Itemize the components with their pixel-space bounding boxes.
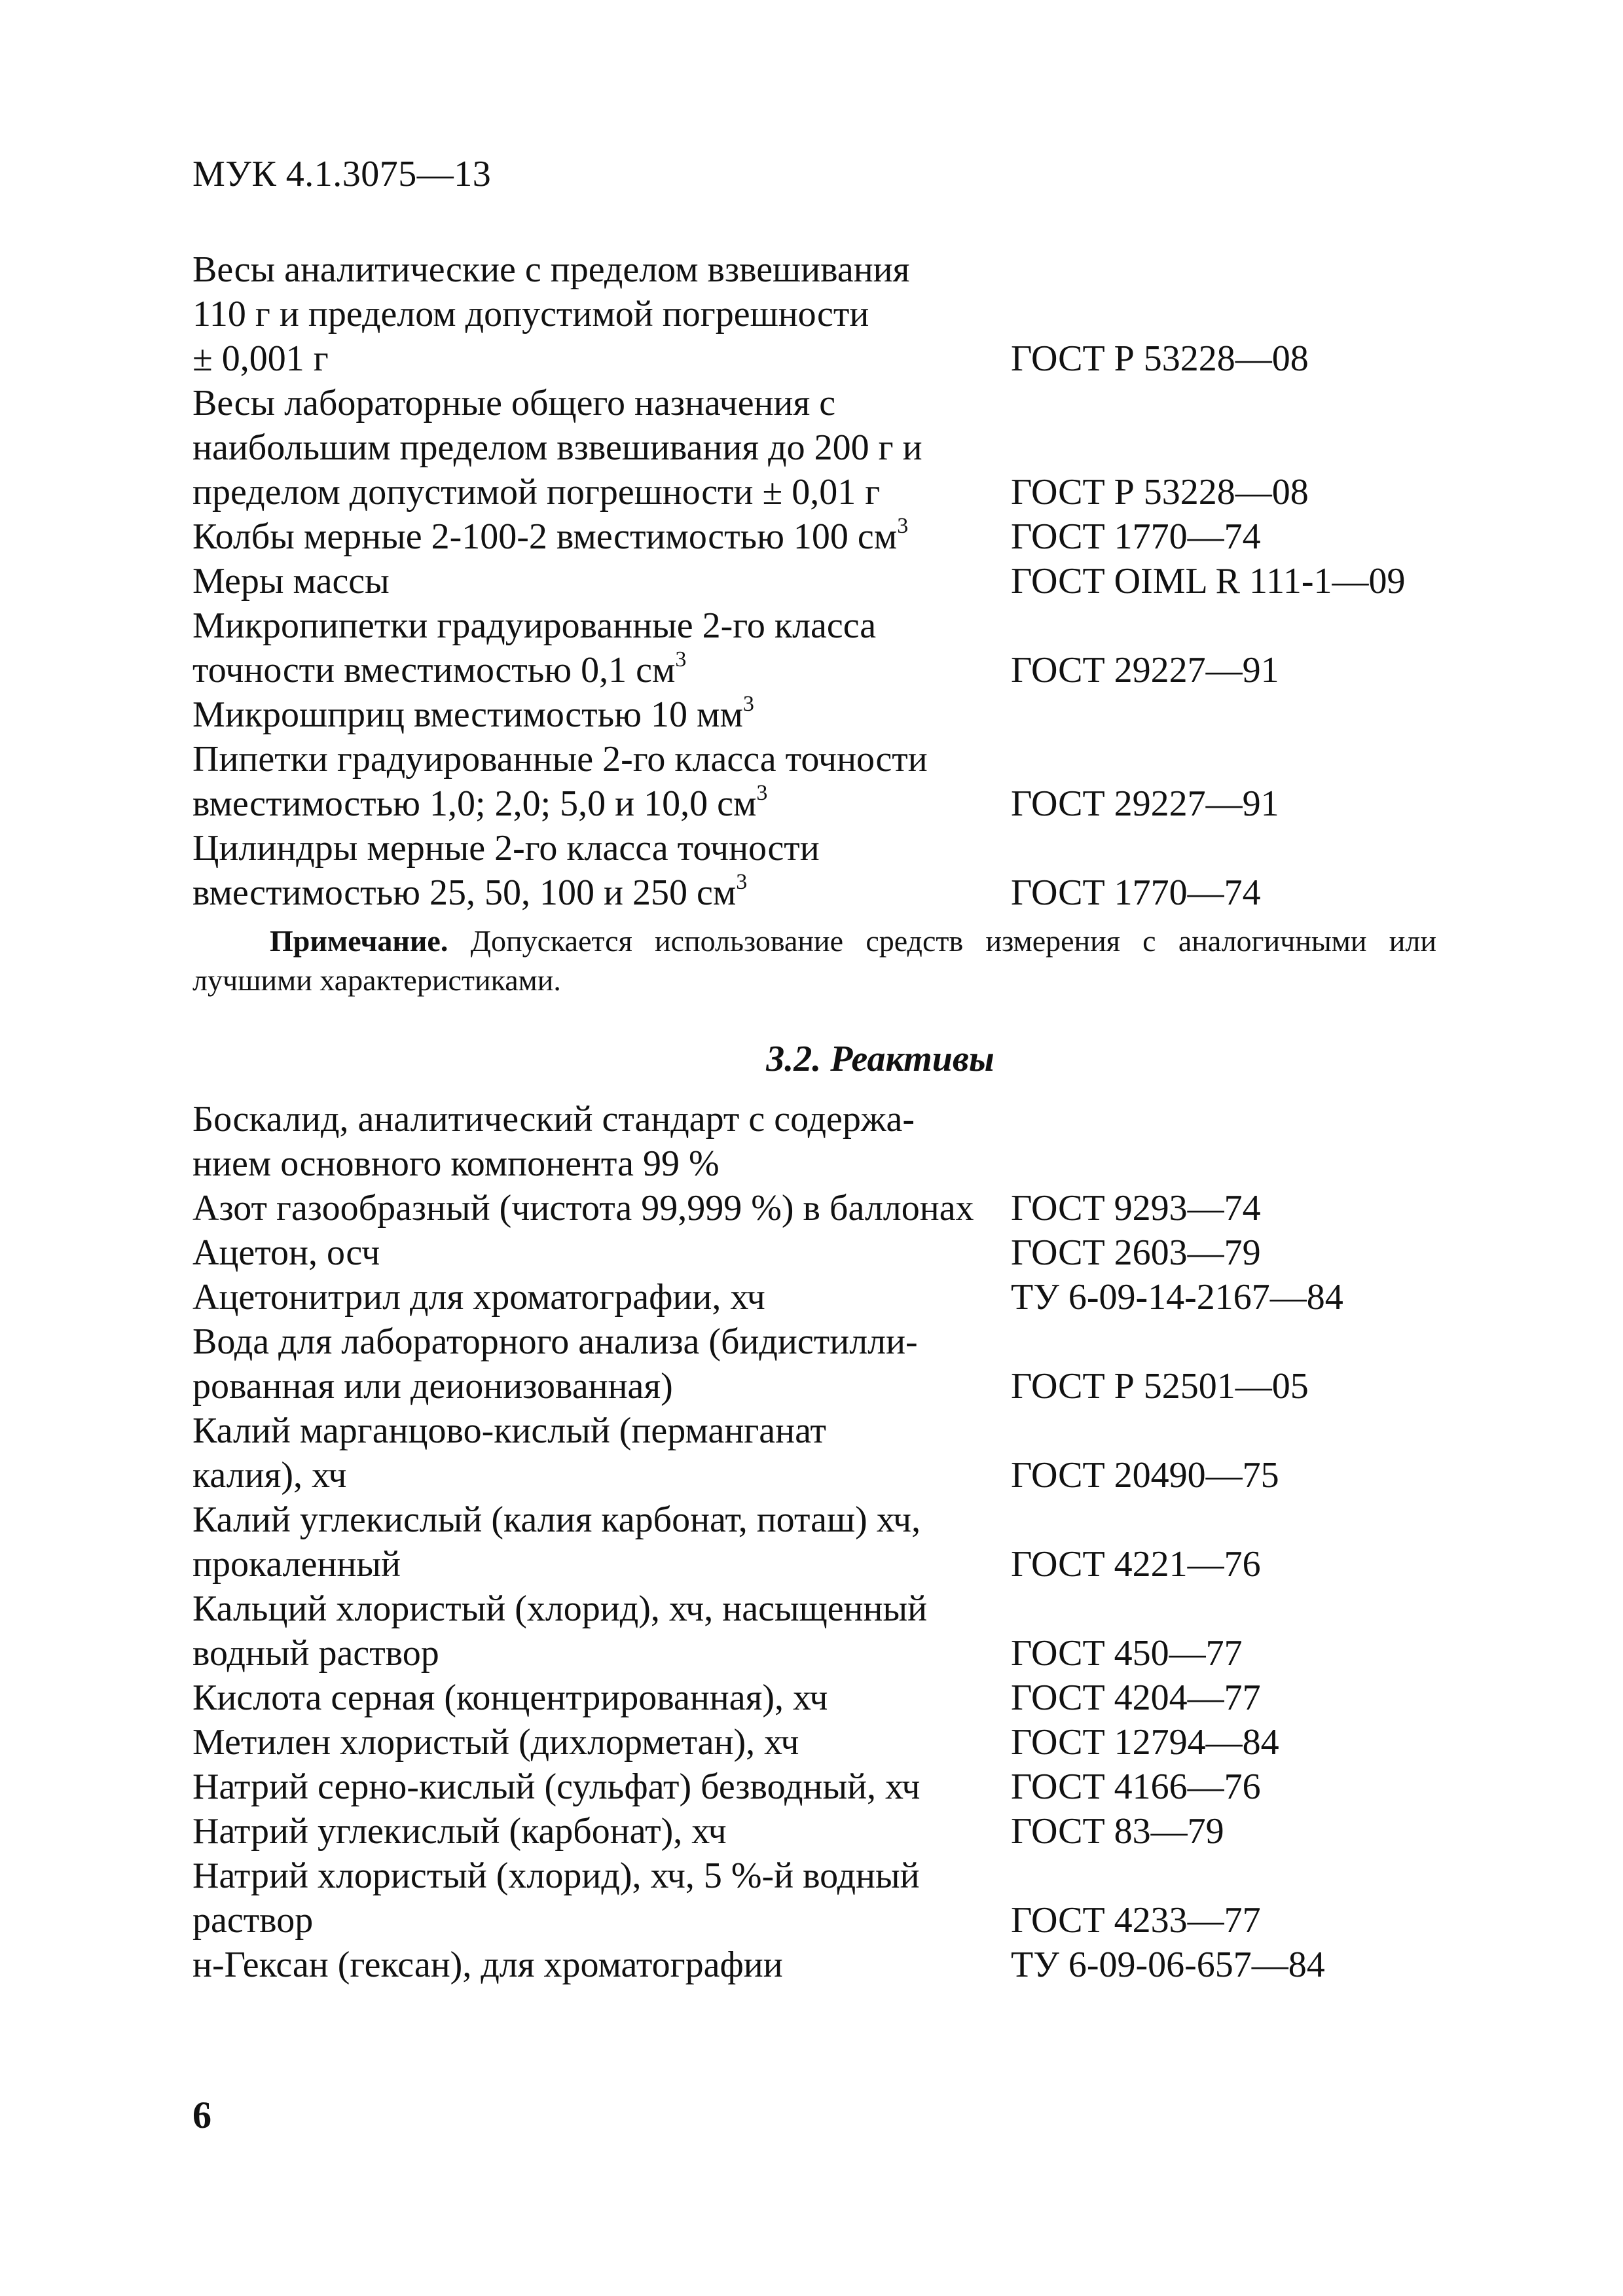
- reagent-item: [192, 1319, 1456, 1408]
- note-label: Примечание.: [270, 924, 448, 958]
- note-paragraph: [192, 922, 1436, 1000]
- reagent-item-name: [192, 1943, 998, 1987]
- reagent-item-name: [192, 1097, 998, 1186]
- instrument-item-name: [192, 381, 998, 514]
- reagent-item-name: [192, 1676, 998, 1720]
- name-line: Весы аналитические с пределом взвешивания: [192, 249, 910, 290]
- name-line: Пипетки градуированные 2-го класса точности: [192, 739, 928, 780]
- reagent-item-name: [192, 1498, 998, 1587]
- instrument-item-name: [192, 247, 998, 381]
- unit-superscript: 3: [897, 514, 909, 539]
- gost-reference: ГОСТ 4166—76: [1011, 1767, 1261, 1807]
- name-line: Ацетон, осч: [192, 1232, 380, 1273]
- gost-reference: ГОСТ Р 52501—05: [1011, 1366, 1309, 1407]
- reagent-item-name: [192, 1587, 998, 1676]
- reagent-item-name: [192, 1720, 998, 1765]
- name-line: Кальций хлористый (хлорид), хч, насыщенный: [192, 1588, 928, 1629]
- gost-reference: ГОСТ 4233—77: [1011, 1900, 1261, 1941]
- reagent-item: [192, 1676, 1456, 1720]
- gost-reference: ГОСТ 83—79: [1011, 1811, 1224, 1852]
- name-line: Кислота серная (концентрированная), хч: [192, 1677, 828, 1718]
- name-line: н-Гексан (гексан), для хроматографии: [192, 1945, 783, 1985]
- name-line: нием основного компонента 99 %: [192, 1143, 720, 1184]
- gost-reference: ТУ 6-09-06-657—84: [1011, 1945, 1325, 1985]
- name-line: Азот газообразный (чистота 99,999 %) в баллонах: [192, 1188, 974, 1229]
- reagent-item-name: [192, 1275, 998, 1319]
- unit-superscript: 3: [675, 647, 687, 672]
- name-line: точности вместимостью 0,1 см: [192, 650, 676, 691]
- reagent-item: [192, 1943, 1456, 1987]
- reagent-item-name: [192, 1765, 998, 1809]
- gost-reference: ГОСТ 1770—74: [1011, 516, 1261, 557]
- reagent-item-name: [192, 1854, 998, 1943]
- gost-reference: ГОСТ 29227—91: [1011, 783, 1279, 824]
- reagent-item-name: [192, 1809, 998, 1854]
- instrument-item-name: [192, 603, 998, 692]
- instrument-item-name: [192, 514, 998, 559]
- unit-superscript: 3: [736, 870, 748, 895]
- instrument-item: [192, 826, 1456, 915]
- reagent-item: [192, 1498, 1456, 1587]
- name-line: водный раствор: [192, 1633, 439, 1674]
- gost-reference: ГОСТ 12794—84: [1011, 1722, 1279, 1763]
- name-line: Метилен хлористый (дихлорметан), хч: [192, 1722, 799, 1763]
- instrument-item: [192, 737, 1456, 826]
- instrument-item-name: [192, 559, 998, 603]
- name-line: Натрий серно-кислый (сульфат) безводный, хч: [192, 1767, 921, 1807]
- gost-reference: ГОСТ Р 53228—08: [1011, 338, 1309, 379]
- name-line: Микрошприц вместимостью 10 мм: [192, 694, 743, 735]
- name-line: Ацетонитрил для хроматографии, хч: [192, 1277, 765, 1318]
- gost-reference: ГОСТ 1770—74: [1011, 872, 1261, 913]
- gost-reference: ГОСТ 9293—74: [1011, 1188, 1261, 1229]
- instruments-list: [192, 247, 1456, 915]
- unit-superscript: 3: [742, 692, 754, 717]
- instrument-item-name: [192, 826, 998, 915]
- reagent-item: [192, 1408, 1456, 1498]
- gost-reference: ГОСТ Р 53228—08: [1011, 472, 1309, 512]
- name-line: вместимостью 1,0; 2,0; 5,0 и 10,0 см: [192, 783, 757, 824]
- name-line: прокаленный: [192, 1544, 401, 1585]
- gost-reference: ГОСТ OIML R 111-1—09: [1011, 561, 1406, 601]
- unit-superscript: 3: [756, 781, 768, 806]
- reagent-item-name: [192, 1186, 998, 1230]
- name-line: наибольшим пределом взвешивания до 200 г и: [192, 427, 922, 468]
- reagent-item: [192, 1275, 1456, 1319]
- reagent-item: [192, 1765, 1456, 1809]
- reagent-item: [192, 1854, 1456, 1943]
- name-line: калия), хч: [192, 1455, 347, 1496]
- reagent-item-name: [192, 1319, 998, 1408]
- name-line: Меры массы: [192, 561, 390, 601]
- name-line: Натрий хлористый (хлорид), хч, 5 %-й водный: [192, 1856, 920, 1896]
- name-line: вместимостью 25, 50, 100 и 250 см: [192, 872, 737, 913]
- reagent-item-name: [192, 1408, 998, 1498]
- name-line: Цилиндры мерные 2-го класса точности: [192, 828, 820, 869]
- name-line: Калий углекислый (калия карбонат, поташ) хч,: [192, 1499, 921, 1540]
- reagent-item: [192, 1809, 1456, 1854]
- page-number: 6: [192, 2094, 211, 2136]
- name-line: 110 г и пределом допустимой погрешности: [192, 294, 869, 334]
- instrument-item: [192, 381, 1456, 514]
- reagent-item: [192, 1186, 1456, 1230]
- instrument-item-name: [192, 737, 998, 826]
- instrument-item-name: [192, 692, 998, 737]
- instrument-item: [192, 559, 1456, 603]
- gost-reference: ГОСТ 450—77: [1011, 1633, 1243, 1674]
- name-line: рованная или деионизованная): [192, 1366, 673, 1407]
- name-line: раствор: [192, 1900, 314, 1941]
- name-line: Натрий углекислый (карбонат), хч: [192, 1811, 727, 1852]
- section-title-reagents: 3.2. Реактивы: [766, 1039, 994, 1079]
- name-line: пределом допустимой погрешности ± 0,01 г: [192, 472, 881, 512]
- instrument-item: [192, 692, 1456, 737]
- reagent-item: [192, 1097, 1456, 1186]
- name-line: Калий марганцово-кислый (перманганат: [192, 1410, 826, 1451]
- note-text: Допускается использование средств измерения с аналогичными или лучшими характеристиками.: [192, 924, 1436, 997]
- reagent-item: [192, 1230, 1456, 1275]
- gost-reference: ГОСТ 2603—79: [1011, 1232, 1261, 1273]
- name-line: Весы лабораторные общего назначения с: [192, 383, 836, 423]
- reagent-item-name: [192, 1230, 998, 1275]
- instrument-item: [192, 603, 1456, 692]
- gost-reference: ГОСТ 20490—75: [1011, 1455, 1279, 1496]
- reagents-list: [192, 1097, 1456, 1987]
- gost-reference: ГОСТ 4204—77: [1011, 1677, 1261, 1718]
- name-line: Колбы мерные 2-100-2 вместимостью 100 см: [192, 516, 898, 557]
- gost-reference: ГОСТ 4221—76: [1011, 1544, 1261, 1585]
- document-code-header: МУК 4.1.3075—13: [192, 154, 492, 194]
- gost-reference: ГОСТ 29227—91: [1011, 650, 1279, 691]
- name-line: Вода для лабораторного анализа (бидистилли-: [192, 1321, 918, 1362]
- instrument-item: [192, 514, 1456, 559]
- name-line: ± 0,001 г: [192, 338, 329, 379]
- gost-reference: ТУ 6-09-14-2167—84: [1011, 1277, 1343, 1318]
- name-line: Боскалид, аналитический стандарт с содержа-: [192, 1099, 915, 1139]
- reagent-item: [192, 1587, 1456, 1676]
- name-line: Микропипетки градуированные 2-го класса: [192, 605, 877, 646]
- reagent-item: [192, 1720, 1456, 1765]
- instrument-item: [192, 247, 1456, 381]
